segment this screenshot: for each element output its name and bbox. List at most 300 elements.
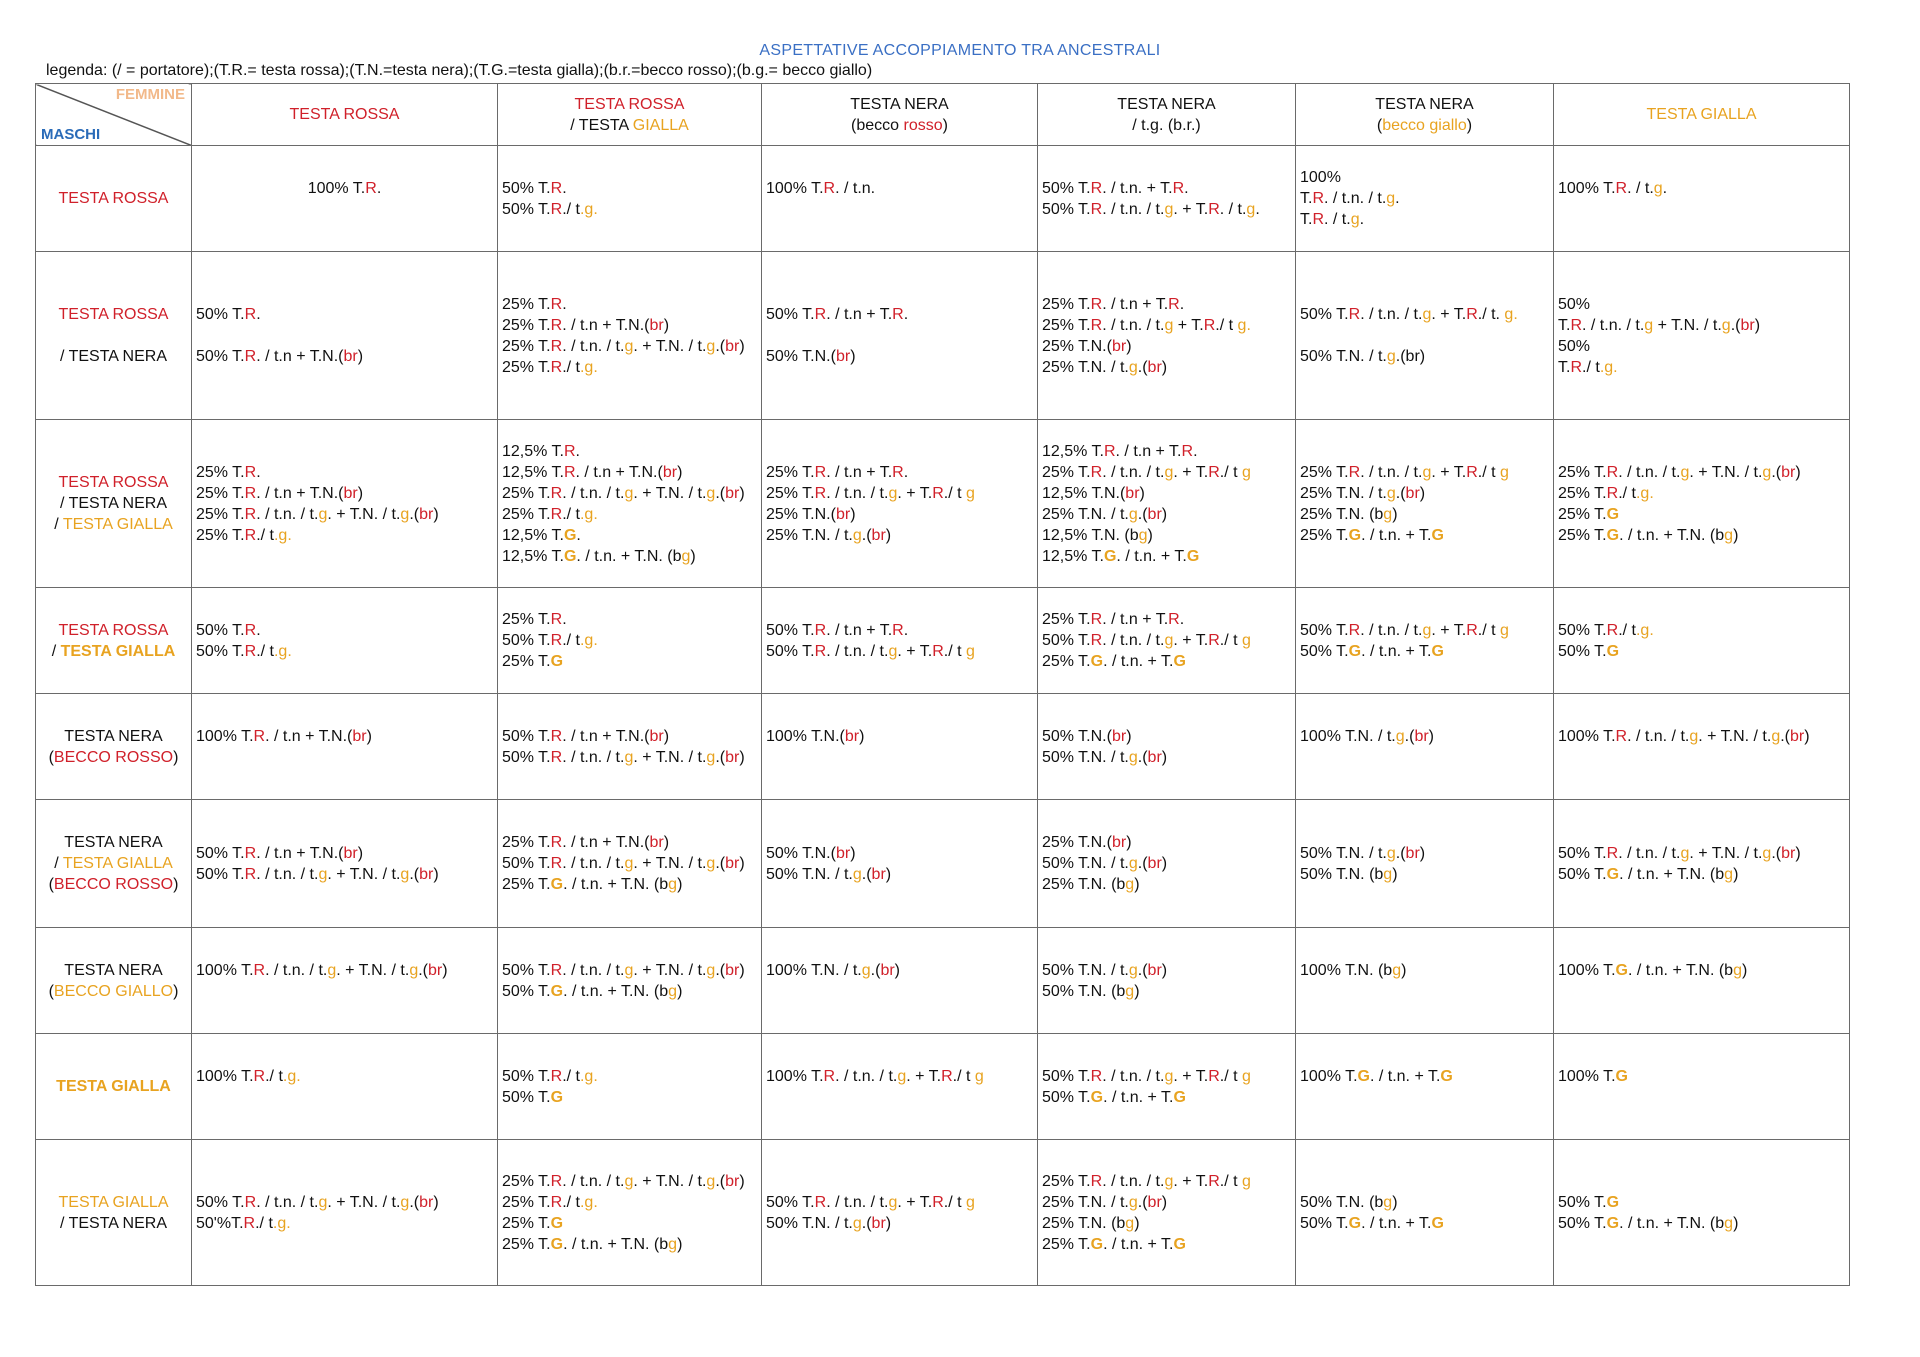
text-segment: 50% T. (196, 621, 245, 639)
text-segment: g (1495, 621, 1509, 639)
text-segment: . + T.N. / t. (327, 505, 401, 523)
text-segment: . + T.N. / t. (1689, 463, 1763, 481)
text-segment: ) (859, 727, 865, 745)
offspring-cell (498, 1034, 762, 1140)
text-segment: 50% T. (1558, 865, 1607, 883)
text-segment: G (1348, 526, 1362, 544)
text-segment: 50% T. (502, 855, 551, 872)
text-segment: 100% T. (307, 179, 366, 197)
text-segment: . / t.n. + T.N. (b (563, 876, 669, 893)
text-segment: . (1219, 463, 1225, 481)
text-segment: ) (690, 547, 696, 565)
text-segment: br (1111, 727, 1127, 745)
text-segment: .( (1771, 463, 1782, 481)
text-segment: .( (1730, 316, 1741, 334)
text-segment: ) (1126, 337, 1132, 355)
text-segment: R (1090, 463, 1103, 481)
cell-line (1558, 504, 1845, 525)
cell-line (766, 199, 1033, 220)
text-segment: G (1606, 865, 1620, 883)
table-body (36, 84, 1850, 1286)
text-segment: R (1090, 179, 1103, 197)
text-segment: ) (173, 748, 179, 766)
text-segment: g (1125, 876, 1135, 893)
text-segment: 50% T.N. (b (1300, 1193, 1384, 1211)
cell-line (196, 462, 493, 483)
text-segment: 100% T. (196, 727, 254, 745)
text-segment: . / t.n. / t. (1618, 463, 1681, 481)
text-segment: . (562, 179, 567, 197)
offspring-cell (498, 588, 762, 694)
cell-line (502, 525, 757, 546)
text-segment: g (318, 1193, 328, 1211)
text-segment: R (1208, 632, 1220, 649)
cell-line (40, 641, 187, 662)
text-segment: ) (1804, 727, 1810, 745)
cell-line (502, 747, 757, 768)
table-row (36, 1034, 1850, 1140)
text-segment: 50% T.N. / t. (766, 865, 853, 883)
text-segment: . (562, 1193, 567, 1211)
offspring-cell (1554, 928, 1850, 1034)
text-segment: ) (1134, 876, 1140, 893)
text-segment: br (1125, 484, 1140, 502)
text-segment: 50% T. (502, 1088, 551, 1106)
cell-line (1042, 1171, 1291, 1192)
text-segment: g (400, 865, 410, 883)
text-segment: 50% T. (502, 982, 551, 1000)
text-segment: g (706, 337, 716, 355)
offspring-cell (1554, 1140, 1850, 1286)
text-segment: . / t. (1219, 200, 1247, 218)
cell-line (502, 483, 757, 504)
text-segment: R (365, 179, 377, 197)
cell-line (1042, 546, 1291, 567)
text-segment: / t (957, 1067, 971, 1085)
text-segment: ) (1419, 484, 1426, 502)
text-segment: g (852, 1214, 862, 1232)
cell-line (196, 843, 493, 864)
text-segment: . + T.N. / t. (327, 865, 401, 883)
text-segment: . (1179, 295, 1185, 313)
text-segment: . / t.n. / t. (835, 1067, 898, 1085)
row-header-male (36, 928, 192, 1034)
text-segment: br (835, 348, 851, 365)
text-segment: .g. (579, 632, 598, 649)
offspring-cell (762, 694, 1038, 800)
cell-line (1042, 726, 1291, 747)
text-segment: br (343, 348, 358, 365)
cell-line (1042, 115, 1291, 136)
text-segment: . / t.n. + T. (1361, 1214, 1432, 1232)
text-segment: / TESTA NERA (60, 348, 167, 365)
text-segment: .( (1780, 727, 1790, 745)
text-segment: 50% T. (1300, 621, 1349, 639)
text-segment: g (970, 1067, 984, 1085)
cell-line (196, 525, 493, 546)
text-segment: .( (861, 865, 872, 883)
text-segment: . + T.N. / t. (633, 1172, 707, 1190)
text-segment: g (1386, 348, 1396, 365)
text-segment: . / t. (1324, 211, 1351, 228)
text-segment: .( (1404, 727, 1415, 745)
text-segment: . / t.n. / t. (1360, 621, 1423, 639)
text-segment: .( (409, 505, 420, 523)
text-segment: . (1477, 306, 1483, 323)
text-segment: ) (850, 844, 856, 862)
text-segment: g (852, 865, 862, 883)
cell-line (502, 1171, 757, 1192)
cell-line (1558, 1192, 1845, 1213)
text-segment: . / t.n. / t. (256, 1193, 319, 1211)
text-segment: g (861, 961, 871, 979)
text-segment: G (1440, 1067, 1453, 1085)
text-segment: / t (1622, 621, 1636, 639)
text-segment: br (428, 961, 443, 979)
text-segment: TESTA GIALLA (62, 516, 173, 533)
text-segment: R (550, 358, 563, 376)
text-segment: R (1181, 442, 1194, 460)
text-segment: R (253, 727, 266, 745)
text-segment: 25% T. (196, 484, 245, 502)
cell-line (1558, 483, 1845, 504)
text-segment: 25% T. (766, 463, 815, 481)
text-segment: G (550, 982, 564, 1000)
text-segment: . (1193, 442, 1198, 460)
offspring-cell (192, 1140, 498, 1286)
text-segment: BECCO ROSSO (53, 748, 174, 766)
table-row (36, 146, 1850, 252)
text-segment: br (1781, 844, 1796, 862)
text-segment: br (649, 727, 664, 745)
cell-line (196, 504, 493, 525)
text-segment: ) (433, 1193, 439, 1211)
text-segment: 50% T. (1300, 642, 1349, 660)
cell-line (1042, 1066, 1291, 1087)
text-segment: . / t.n. / t. (562, 1172, 625, 1190)
text-segment: ) (677, 982, 683, 1000)
cell-line (502, 609, 757, 630)
cell-line (40, 346, 187, 367)
text-segment: 50% T. (1558, 1214, 1607, 1232)
text-segment: . + T.N. / t. (327, 1193, 401, 1211)
text-segment: . (562, 295, 567, 313)
text-segment: 50% T.N. / t. (1042, 855, 1129, 872)
cell-line (40, 514, 187, 535)
text-segment: ) (433, 865, 439, 883)
cell-line (502, 357, 757, 378)
text-segment: R (1208, 1067, 1220, 1085)
text-segment: ) (1741, 961, 1748, 979)
legend-text: legenda: (/ = portatore);(T.R.= testa rossa);(T.N.=testa nera);(T.G.=testa gialla);(b.r.=becco rosso);(b.g.= becco giallo) (46, 62, 873, 79)
text-segment: br (1147, 748, 1162, 766)
text-segment: . / t.n. / t. (562, 855, 625, 872)
text-segment: g (888, 1193, 898, 1211)
text-segment: rosso (903, 116, 943, 134)
text-segment: G (550, 653, 564, 670)
text-segment: . (562, 505, 567, 523)
text-segment: .g. (1635, 484, 1654, 502)
text-segment: ) (1161, 358, 1168, 376)
text-segment: ) (677, 876, 683, 893)
text-segment: R (1090, 1067, 1103, 1085)
cell-line (502, 1087, 757, 1108)
text-segment: 100% T. (1300, 1067, 1358, 1085)
offspring-cell (1554, 252, 1850, 420)
text-segment: R (253, 1067, 266, 1085)
text-segment: / t (566, 1193, 580, 1211)
table-row (36, 252, 1850, 420)
text-segment: .( (409, 1193, 420, 1211)
text-segment: R (932, 484, 944, 502)
text-segment: . + T.N. / t. (633, 484, 707, 502)
text-segment: 50% T. (1042, 1088, 1091, 1106)
text-segment: 50% T. (502, 961, 551, 979)
cell-line (40, 832, 187, 853)
text-segment: ) (1134, 1214, 1140, 1232)
text-segment: . / t.n. + T. (1103, 653, 1174, 670)
text-segment: .g. (272, 1214, 291, 1232)
text-segment: 25% T. (502, 653, 551, 670)
text-segment: . + T. (1431, 463, 1467, 481)
text-segment: + T. (1173, 316, 1204, 334)
text-segment: .g. (282, 1067, 301, 1085)
text-segment: . + T. (1173, 463, 1209, 481)
text-segment: g (668, 982, 678, 1000)
text-segment: ) (885, 526, 892, 544)
text-segment: R (550, 748, 563, 766)
text-segment: R (1348, 306, 1361, 323)
text-segment: .( (715, 748, 726, 766)
text-segment: 50% T. (196, 306, 245, 323)
text-segment: . / t.n. + T. (1116, 547, 1187, 565)
text-segment: ) (1392, 1193, 1398, 1211)
text-segment: R (1348, 621, 1361, 639)
offspring-cell (192, 252, 498, 420)
cell-line (502, 315, 757, 336)
cell-line (1042, 630, 1291, 651)
text-segment: 50% T. (1558, 844, 1607, 862)
cell-line (502, 981, 757, 1002)
cell-line (766, 483, 1033, 504)
text-segment: br (871, 865, 886, 883)
text-segment: R (1348, 463, 1361, 481)
text-segment: g (1125, 1214, 1135, 1232)
text-segment: 50% T. (1042, 632, 1091, 649)
text-segment: g. (1499, 306, 1518, 323)
text-segment: .( (715, 484, 726, 502)
text-segment: ) (1139, 484, 1145, 502)
text-segment: ) (1795, 844, 1801, 862)
cell-line (1300, 346, 1549, 367)
cell-line (766, 843, 1033, 864)
text-segment: br (343, 844, 358, 862)
text-segment: g (1733, 961, 1742, 979)
text-segment: ( (48, 982, 54, 1000)
text-segment: g (852, 526, 862, 544)
text-segment: . / t.n. / t. (562, 748, 625, 766)
text-segment: R (814, 484, 827, 502)
text-segment: 25% T. (502, 1193, 551, 1211)
cell-line (502, 1066, 757, 1087)
cell-line (502, 1234, 757, 1255)
text-segment: . (562, 611, 567, 628)
text-segment: br (352, 727, 367, 745)
cell-line (40, 1192, 187, 1213)
text-segment: br (1111, 834, 1127, 851)
text-segment: 50% T. (502, 748, 551, 766)
column-header-female (1554, 84, 1850, 146)
offspring-cell (1038, 146, 1296, 252)
text-segment: ) (739, 1172, 745, 1190)
table-row (36, 800, 1850, 928)
text-segment: ( (1376, 116, 1383, 134)
text-segment: .( (1137, 1193, 1148, 1211)
text-segment: . / t.n. / t. (562, 961, 625, 979)
text-segment: / t (1224, 632, 1238, 649)
cell-line (1042, 525, 1291, 546)
text-segment: 100% T.N. / t. (766, 961, 862, 979)
text-segment: . + T. (1431, 306, 1467, 323)
cell-line (196, 960, 493, 981)
text-segment: br (725, 337, 740, 355)
text-segment: 25% T. (1558, 505, 1607, 523)
text-segment: G (1431, 526, 1444, 544)
text-segment: R (563, 442, 576, 460)
text-segment: + T.N. / t. (1653, 316, 1722, 334)
text-segment: G (1615, 1067, 1628, 1085)
text-segment: / t. (1482, 306, 1500, 323)
text-segment: G (563, 547, 577, 565)
text-segment: . + T.N. / t. (336, 961, 410, 979)
text-segment: TESTA ROSSA (289, 106, 400, 123)
cell-line (40, 1076, 187, 1097)
text-segment: . / t.n. + T. (1102, 179, 1173, 197)
cell-line (1042, 441, 1291, 462)
cell-line (502, 630, 757, 651)
text-segment: R (1090, 1172, 1103, 1190)
text-segment: . (943, 642, 949, 660)
cell-line (1300, 304, 1549, 325)
text-segment: g (668, 876, 678, 893)
text-segment: TESTA GIALLA (62, 855, 173, 872)
text-segment: g (409, 961, 419, 979)
text-segment: 50% T.N. (b (1042, 982, 1126, 1000)
offspring-cell (1038, 420, 1296, 588)
text-segment: g (1771, 727, 1781, 745)
column-header-female (498, 84, 762, 146)
text-segment: .g. (579, 1193, 598, 1211)
text-segment: R (1615, 727, 1628, 745)
text-segment: br (649, 834, 664, 851)
text-segment: R (1606, 621, 1619, 639)
male-axis-label: MASCHI (41, 126, 101, 143)
text-segment: R (550, 295, 563, 313)
text-segment: 25% T. (1042, 316, 1091, 334)
text-segment: R (244, 505, 257, 523)
text-segment: g (897, 1067, 907, 1085)
text-segment: .( (1137, 505, 1148, 523)
text-segment: G (550, 1235, 564, 1253)
offspring-cell (1296, 928, 1554, 1034)
text-segment: g (1689, 727, 1699, 745)
text-segment: 50% T. (1558, 1193, 1607, 1211)
text-segment: 25% T. (1300, 526, 1349, 544)
text-segment: R (1466, 621, 1478, 639)
text-segment: ) (1733, 526, 1739, 544)
offspring-cell (1296, 800, 1554, 928)
text-segment: . / t.n. / t. (1324, 190, 1387, 207)
text-segment: ) (1392, 865, 1398, 883)
cell-line (1042, 199, 1291, 220)
column-header-female (1296, 84, 1554, 146)
text-segment: 100% T. (766, 179, 824, 197)
text-segment: 25% T. (502, 1214, 551, 1232)
text-segment: 25% T. (502, 484, 551, 502)
offspring-cell (1554, 694, 1850, 800)
text-segment: 50% T. (196, 865, 245, 883)
text-segment: TESTA NERA (64, 961, 163, 979)
text-segment: . (1477, 621, 1483, 639)
text-segment: g (1495, 463, 1509, 481)
offspring-cell (1296, 588, 1554, 694)
text-segment: R (550, 961, 563, 979)
text-segment: 25% T. (1042, 653, 1091, 670)
offspring-cell (762, 146, 1038, 252)
text-segment: G (1606, 505, 1620, 523)
cell-line (1042, 981, 1291, 1002)
text-segment: .( (870, 961, 881, 979)
text-segment: . + T.N. / t. (1698, 727, 1772, 745)
text-segment: 25% T. (1558, 484, 1607, 502)
text-segment: g (1128, 748, 1138, 766)
text-segment: G (1173, 653, 1186, 670)
cell-line (1042, 483, 1291, 504)
text-segment: . + T. (897, 1193, 933, 1211)
text-segment: . / t.n. / t. (1360, 306, 1423, 323)
text-segment: . / t.n. + T. (1103, 1235, 1174, 1253)
cell-line (502, 546, 757, 567)
text-segment: . (562, 632, 567, 649)
cell-line (502, 115, 757, 136)
offspring-cell (1038, 800, 1296, 928)
text-segment: ) (885, 1214, 892, 1232)
cell-line (1300, 209, 1549, 230)
cell-line (1558, 525, 1845, 546)
cell-line (196, 620, 493, 641)
offspring-cell (1554, 588, 1850, 694)
text-segment: 25% T. (502, 1235, 551, 1253)
offspring-cell (192, 146, 498, 252)
text-segment: TESTA ROSSA (58, 306, 169, 323)
text-segment: R (244, 844, 257, 862)
text-segment: ) (1428, 727, 1434, 745)
text-segment: g (400, 1193, 410, 1211)
text-segment: . / t.n. / t. (256, 865, 319, 883)
text-segment: 25% T. (766, 484, 815, 502)
text-segment: R (1103, 442, 1116, 460)
text-segment: g (1644, 316, 1654, 334)
cell-line (1042, 315, 1291, 336)
text-segment: 25% T. (502, 316, 551, 334)
text-segment: br (1111, 337, 1127, 355)
text-segment: br (844, 727, 860, 745)
text-segment: br (419, 505, 434, 523)
cell-line (766, 981, 1033, 1002)
offspring-cell (498, 1140, 762, 1286)
cell-line (1300, 115, 1549, 136)
text-segment: br (343, 484, 358, 502)
